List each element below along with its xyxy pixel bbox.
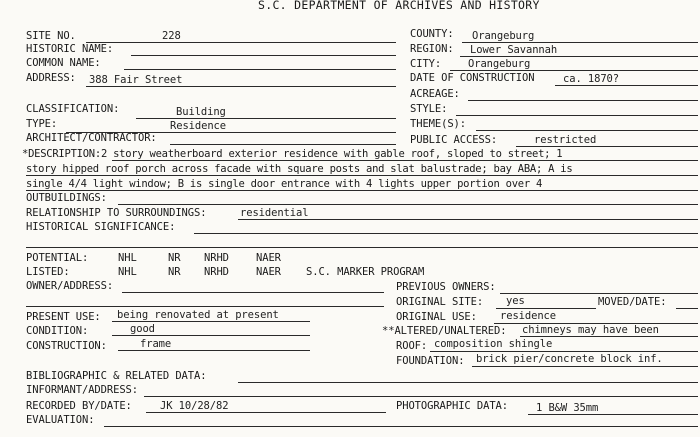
classification-line	[136, 118, 396, 119]
construction-line	[118, 350, 310, 351]
classification-value[interactable]: Building	[176, 106, 226, 118]
site-no-label: SITE NO.	[26, 30, 76, 42]
address-line	[86, 86, 396, 87]
potential-nr[interactable]: NR	[168, 252, 181, 264]
outbuildings-label: OUTBUILDINGS:	[26, 192, 107, 204]
listed-sc-marker-program[interactable]: S.C. MARKER PROGRAM	[306, 266, 425, 278]
condition-label: CONDITION:	[26, 325, 89, 337]
region-label: REGION:	[410, 43, 454, 55]
construction-value[interactable]: frame	[140, 338, 172, 350]
potential-nhl[interactable]: NHL	[118, 252, 137, 264]
potential-label: POTENTIAL:	[26, 252, 89, 264]
common-name-label: COMMON NAME:	[26, 57, 101, 69]
original-use-label: ORIGINAL USE:	[396, 311, 477, 323]
address-label: ADDRESS:	[26, 72, 76, 84]
historic-name-line	[131, 55, 396, 56]
address-value[interactable]: 388 Fair Street	[89, 74, 183, 86]
site-no-value[interactable]: 228	[162, 30, 181, 42]
description-label: *DESCRIPTION:	[22, 148, 101, 160]
relationship-value[interactable]: residential	[240, 207, 309, 219]
listed-nrhd[interactable]: NRHD	[204, 266, 229, 278]
bibliographic-label: BIBLIOGRAPHIC & RELATED DATA:	[26, 370, 207, 382]
county-line	[462, 42, 698, 43]
date-of-construction-value[interactable]: ca. 1870?	[563, 73, 619, 85]
condition-value[interactable]: good	[130, 323, 155, 335]
relationship-line	[238, 219, 698, 220]
acreage-line	[468, 100, 698, 101]
evaluation-label: EVALUATION:	[26, 414, 95, 426]
outbuildings-line	[118, 204, 698, 205]
listed-naer[interactable]: NAER	[256, 266, 281, 278]
bibliographic-line	[238, 382, 698, 383]
altered-value[interactable]: chimneys may have been	[522, 324, 659, 336]
evaluation-line	[104, 426, 698, 427]
historic-name-label: HISTORIC NAME:	[26, 43, 114, 55]
acreage-label: ACREAGE:	[410, 88, 460, 100]
foundation-line	[472, 366, 698, 367]
potential-nrhd[interactable]: NRHD	[204, 252, 229, 264]
moved-date-label: MOVED/DATE:	[598, 296, 667, 308]
public-access-label: PUBLIC ACCESS:	[410, 134, 498, 146]
city-line	[450, 70, 698, 71]
listed-nr[interactable]: NR	[168, 266, 181, 278]
description-underline-1	[112, 160, 698, 161]
owner-address-line-2	[26, 306, 384, 307]
original-site-label: ORIGINAL SITE:	[396, 296, 484, 308]
form-title: S.C. DEPARTMENT OF ARCHIVES AND HISTORY	[258, 0, 540, 12]
condition-line	[112, 335, 310, 336]
site-no-line	[86, 42, 396, 43]
description-underline-2	[26, 175, 698, 176]
historical-significance-line	[194, 233, 698, 234]
listed-nhl[interactable]: NHL	[118, 266, 137, 278]
original-site-value[interactable]: yes	[506, 295, 525, 307]
common-name-line	[124, 69, 396, 70]
description-underline-3	[26, 190, 698, 191]
description-line-1	[22, 148, 698, 160]
recorded-by-label: RECORDED BY/DATE:	[26, 400, 132, 412]
architect-label: ARCHITECT/CONTRACTOR:	[26, 132, 157, 144]
public-access-value[interactable]: restricted	[534, 134, 597, 146]
county-label: COUNTY:	[410, 28, 454, 40]
type-label: TYPE:	[26, 118, 58, 130]
foundation-value[interactable]: brick pier/concrete block inf.	[476, 353, 663, 365]
county-value[interactable]: Orangeburg	[472, 30, 535, 42]
themes-line	[476, 130, 698, 131]
potential-naer[interactable]: NAER	[256, 252, 281, 264]
recorded-by-line	[146, 412, 386, 413]
roof-line	[430, 351, 698, 352]
description-text-1[interactable]: 2 story weatherboard exterior residence with gable roof, sloped to street; 1	[100, 148, 563, 160]
roof-label: ROOF:	[396, 340, 428, 352]
foundation-label: FOUNDATION:	[396, 355, 465, 367]
present-use-line	[112, 321, 310, 322]
recorded-by-value[interactable]: JK 10/28/82	[160, 400, 229, 412]
historical-significance-label: HISTORICAL SIGNIFICANCE:	[26, 221, 176, 233]
informant-line	[144, 396, 698, 397]
style-line	[456, 115, 698, 116]
description-line-3[interactable]: single 4/4 light window; B is single door entrance with 4 lights upper portion over 4	[26, 178, 543, 190]
city-value[interactable]: Orangeburg	[468, 58, 531, 70]
themes-label: THEME(S):	[410, 118, 466, 130]
photographic-label: PHOTOGRAPHIC DATA:	[396, 400, 508, 412]
date-of-construction-line	[555, 85, 698, 86]
previous-owners-line	[500, 293, 698, 294]
architect-line	[170, 144, 396, 145]
region-line	[460, 56, 698, 57]
style-label: STYLE:	[410, 103, 448, 115]
original-use-value[interactable]: residence	[500, 310, 556, 322]
region-value[interactable]: Lower Savannah	[470, 44, 558, 56]
photographic-value[interactable]: 1 B&W 35mm	[536, 402, 599, 414]
moved-date-line	[676, 308, 698, 309]
construction-label: CONSTRUCTION:	[26, 340, 107, 352]
informant-label: INFORMANT/ADDRESS:	[26, 384, 138, 396]
city-label: CITY:	[410, 58, 442, 70]
description-line-2[interactable]: story hipped roof porch across facade with square posts and slat balustrade; bay ABA; A is	[26, 163, 573, 175]
present-use-value[interactable]: being renovated at present	[117, 309, 279, 321]
previous-owners-label: PREVIOUS OWNERS:	[396, 281, 496, 293]
roof-value[interactable]: composition shingle	[434, 338, 553, 350]
original-site-line	[496, 308, 596, 309]
listed-label: LISTED:	[26, 266, 70, 278]
date-of-construction-label: DATE OF CONSTRUCTION	[410, 72, 535, 84]
owner-address-label: OWNER/ADDRESS:	[26, 280, 114, 292]
altered-line	[520, 336, 698, 337]
present-use-label: PRESENT USE:	[26, 311, 101, 323]
relationship-label: RELATIONSHIP TO SURROUNDINGS:	[26, 207, 207, 219]
classification-label: CLASSIFICATION:	[26, 103, 120, 115]
historical-significance-line-2	[26, 247, 698, 248]
photographic-line	[528, 414, 698, 415]
type-value[interactable]: Residence	[170, 120, 226, 132]
owner-address-line	[122, 292, 384, 293]
public-access-line	[516, 146, 698, 147]
altered-label: **ALTERED/UNALTERED:	[382, 325, 507, 337]
